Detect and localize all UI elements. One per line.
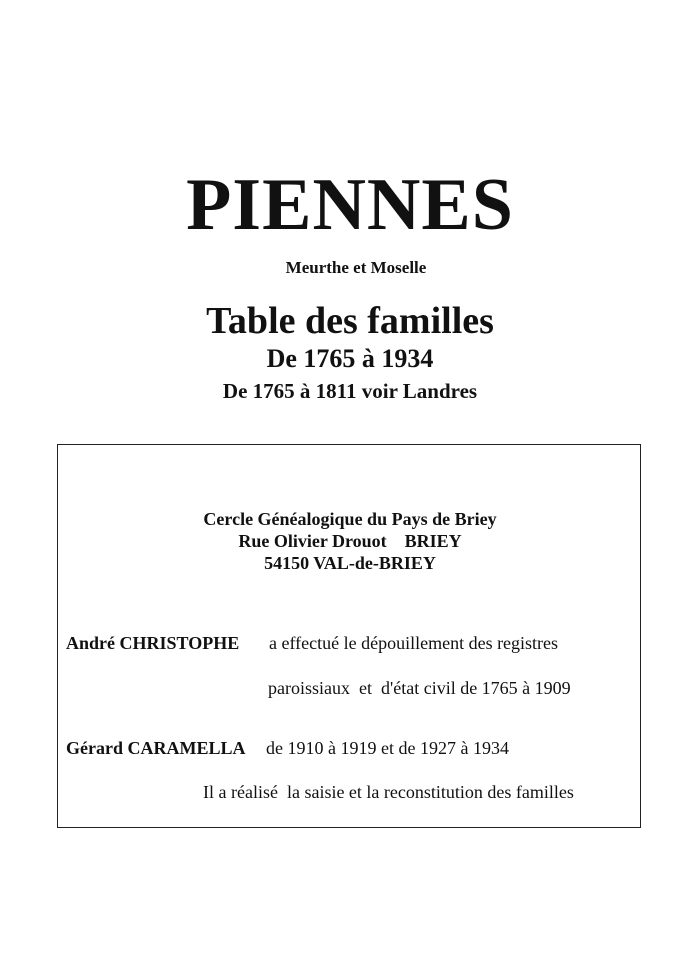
organization-city: 54150 VAL-de-BRIEY xyxy=(264,553,436,573)
contributor-description: paroissiaux et d'état civil de 1765 à 1909 xyxy=(268,678,571,698)
contributor-description: Il a réalisé la saisie et la reconstitution des familles xyxy=(203,782,574,802)
organization-name: Cercle Généalogique du Pays de Briey xyxy=(203,509,497,529)
date-range: De 1765 à 1934 xyxy=(266,344,434,373)
contributor-description: a effectué le dépouillement des registres xyxy=(269,633,559,653)
region-subtitle: Meurthe et Moselle xyxy=(285,258,427,277)
contributor-name: Gérard CARAMELLA xyxy=(66,738,246,758)
page-title: PIENNES xyxy=(186,164,514,246)
date-range-note: De 1765 à 1811 voir Landres xyxy=(222,379,478,403)
document-subtitle: Table des familles xyxy=(206,300,494,342)
contributor-description: de 1910 à 1919 et de 1927 à 1934 xyxy=(266,738,509,758)
organization-street: Rue Olivier Drouot BRIEY xyxy=(238,531,462,551)
contributor-name: André CHRISTOPHE xyxy=(66,633,240,653)
